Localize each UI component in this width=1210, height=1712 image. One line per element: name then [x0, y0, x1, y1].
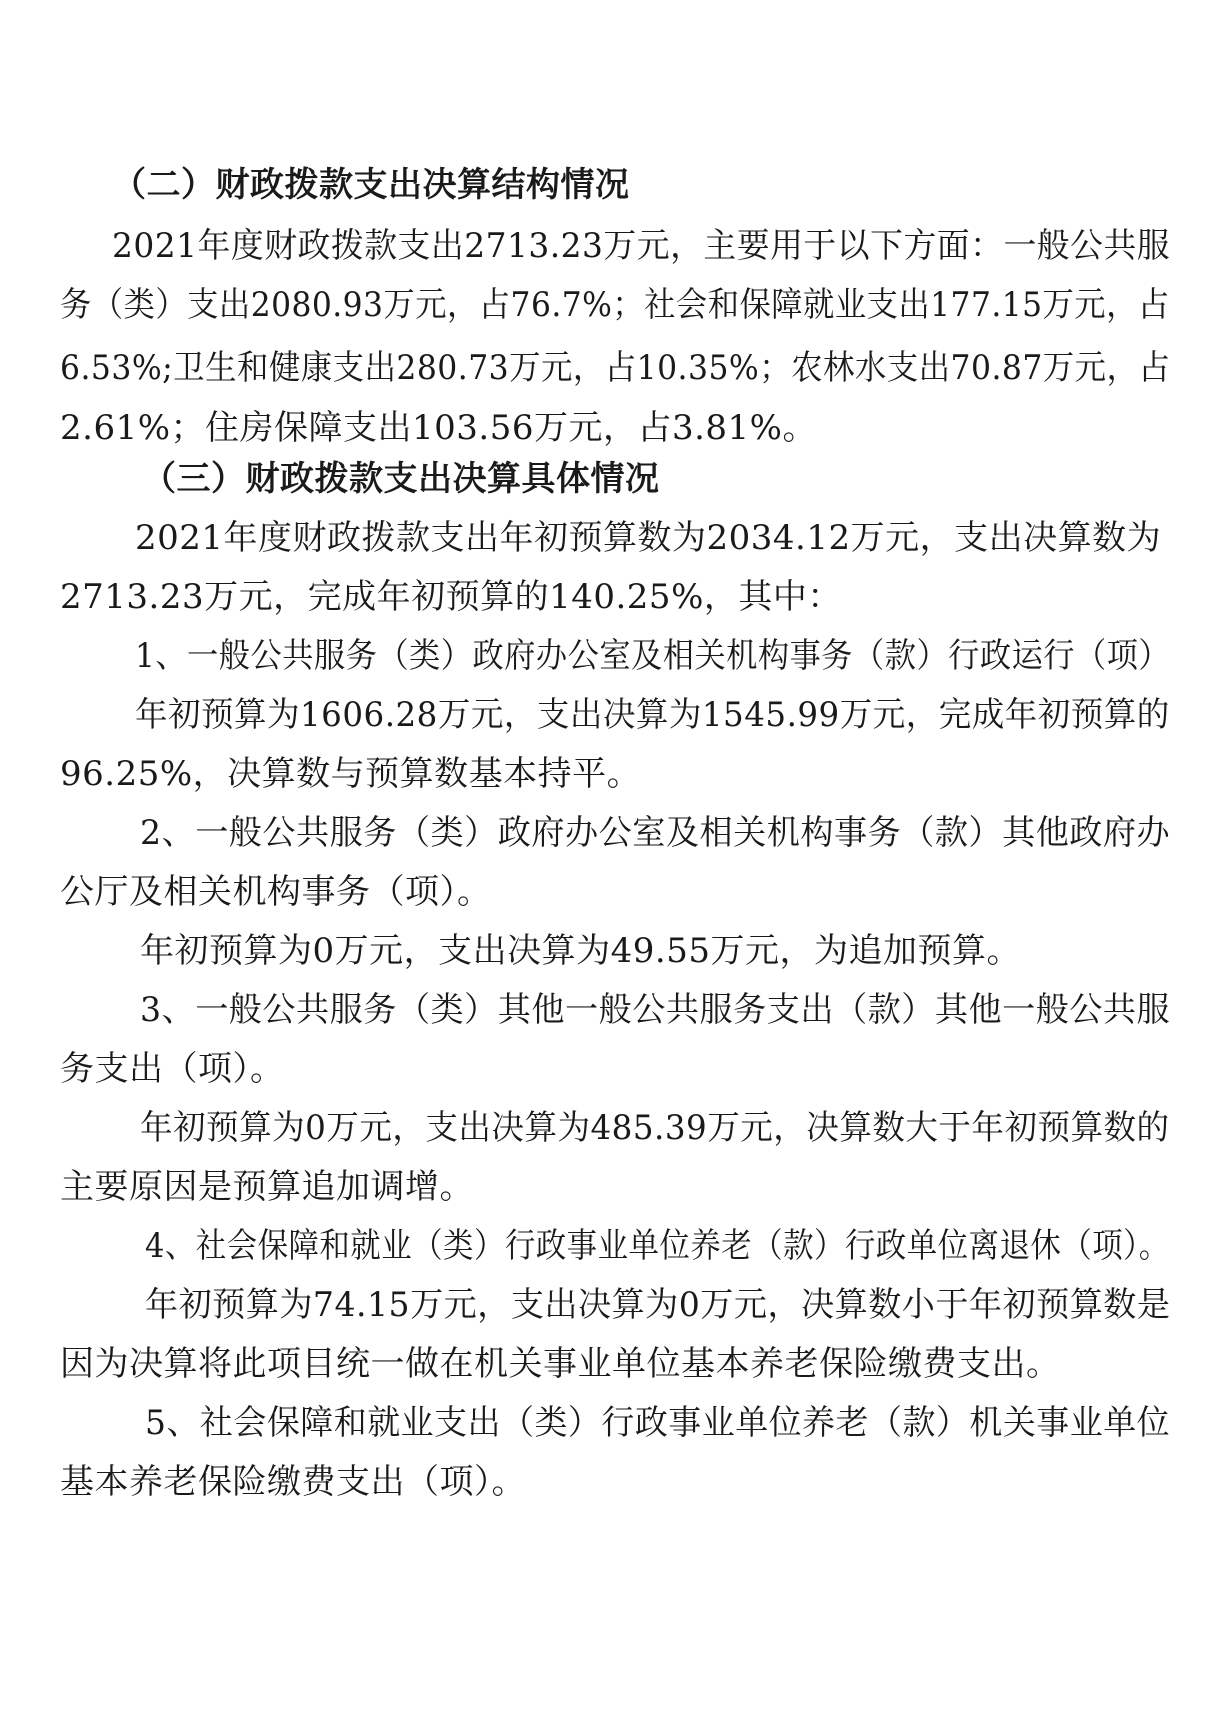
- section2-line-2: 务（类）支出2080.93万元，占76.7%；社会和保障就业支出177.15万元，占: [60, 285, 1170, 325]
- section2-line-1: 2021年度财政拨款支出2713.23万元，主要用于以下方面：一般公共服: [112, 226, 1171, 266]
- section3-heading: （三）财政拨款支出决算具体情况: [142, 459, 660, 499]
- item3-title-2: 务支出（项）。: [60, 1049, 285, 1089]
- item1-title: 1、一般公共服务（类）政府办公室及相关机构事务（款）行政运行（项）: [135, 636, 1171, 676]
- section3-intro-2: 2713.23万元，完成年初预算的140.25%，其中：: [60, 577, 842, 617]
- item4-detail-1: 年初预算为74.15万元，支出决算为0万元，决算数小于年初预算数是: [145, 1285, 1171, 1325]
- item1-detail-2: 96.25%，决算数与预算数基本持平。: [60, 754, 642, 794]
- item4-detail-2: 因为决算将此项目统一做在机关事业单位基本养老保险缴费支出。: [60, 1344, 1061, 1384]
- item5-title-2: 基本养老保险缴费支出（项）。: [60, 1462, 526, 1502]
- item4-title: 4、社会保障和就业（类）行政事业单位养老（款）行政单位离退休（项）。: [145, 1226, 1170, 1266]
- section2-heading: （二）财政拨款支出决算结构情况: [112, 165, 630, 205]
- section2-line-4: 2.61%；住房保障支出103.56万元，占3.81%。: [60, 408, 817, 448]
- section3-intro-1: 2021年度财政拨款支出年初预算数为2034.12万元，支出决算数为: [135, 518, 1162, 558]
- item2-title-1: 2、一般公共服务（类）政府办公室及相关机构事务（款）其他政府办: [140, 813, 1171, 853]
- item2-detail: 年初预算为0万元，支出决算为49.55万元，为追加预算。: [140, 931, 1021, 971]
- item2-title-2: 公厅及相关机构事务（项）。: [60, 872, 492, 912]
- item3-title-1: 3、一般公共服务（类）其他一般公共服务支出（款）其他一般公共服: [140, 990, 1171, 1030]
- item3-detail-1: 年初预算为0万元，支出决算为485.39万元，决算数大于年初预算数的: [140, 1108, 1170, 1148]
- section2-line-3: 6.53%;卫生和健康支出280.73万元，占10.35%；农林水支出70.87万元，占: [60, 348, 1171, 388]
- item1-detail-1: 年初预算为1606.28万元，支出决算为1545.99万元，完成年初预算的: [135, 695, 1170, 735]
- item5-title-1: 5、社会保障和就业支出（类）行政事业单位养老（款）机关事业单位: [145, 1403, 1171, 1443]
- item3-detail-2: 主要原因是预算追加调增。: [60, 1167, 474, 1207]
